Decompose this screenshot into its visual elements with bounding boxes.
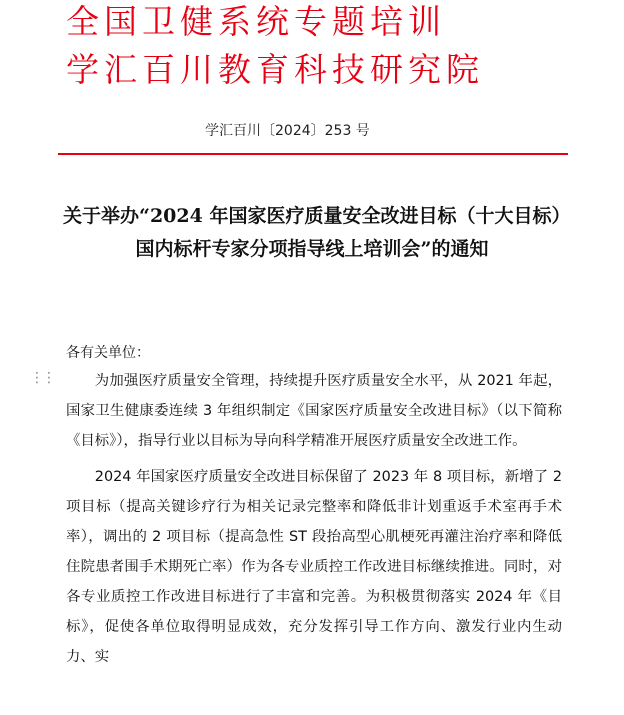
organization-name-line-1: 全国卫健系统专题培训: [66, 2, 446, 41]
document-number: 学汇百川〔2024〕253 号: [205, 123, 370, 139]
organization-name-line-2: 学汇百川教育科技研究院: [66, 50, 484, 89]
document-title: 关于举办“2024 年国家医疗质量安全改进目标（十大目标）国内标杆专家分项指导线上培训会”的通知: [63, 205, 561, 260]
header-divider: [58, 153, 568, 155]
body-paragraph-2: 2024 年国家医疗质量安全改进目标保留了 2023 年 8 项目标，新增了 2 项目标（提高关键诊疗行为相关记录完整率和降低非计划重返手术室再手术率），调出的 2 项目标（提高急性 ST 段抬高型心肌梗死再灌注治疗率和降低住院患者围手术期死亡率）作为各专业质控工作改进目标继续推进。同时，对各专业质控工作改进目标进行了丰富和完善。为积极贯彻落实 2024 年《目标》，促使各单位取得明显成效，充分发挥引导工作方向、激发行业内生动力、实: [66, 469, 562, 665]
body-paragraph-1: 为加强医疗质量安全管理，持续提升医疗质量安全水平，从 2021 年起，国家卫生健康委连续 3 年组织制定《国家医疗质量安全改进目标》（以下简称《目标》），指导行业以目标为导向科学精准开展医疗质量安全改进工作。: [66, 373, 562, 449]
salutation: 各有关单位：: [66, 345, 150, 361]
document-body[interactable]: [66, 366, 562, 678]
drag-handle-icon[interactable]: ⋮⋮: [30, 370, 54, 386]
